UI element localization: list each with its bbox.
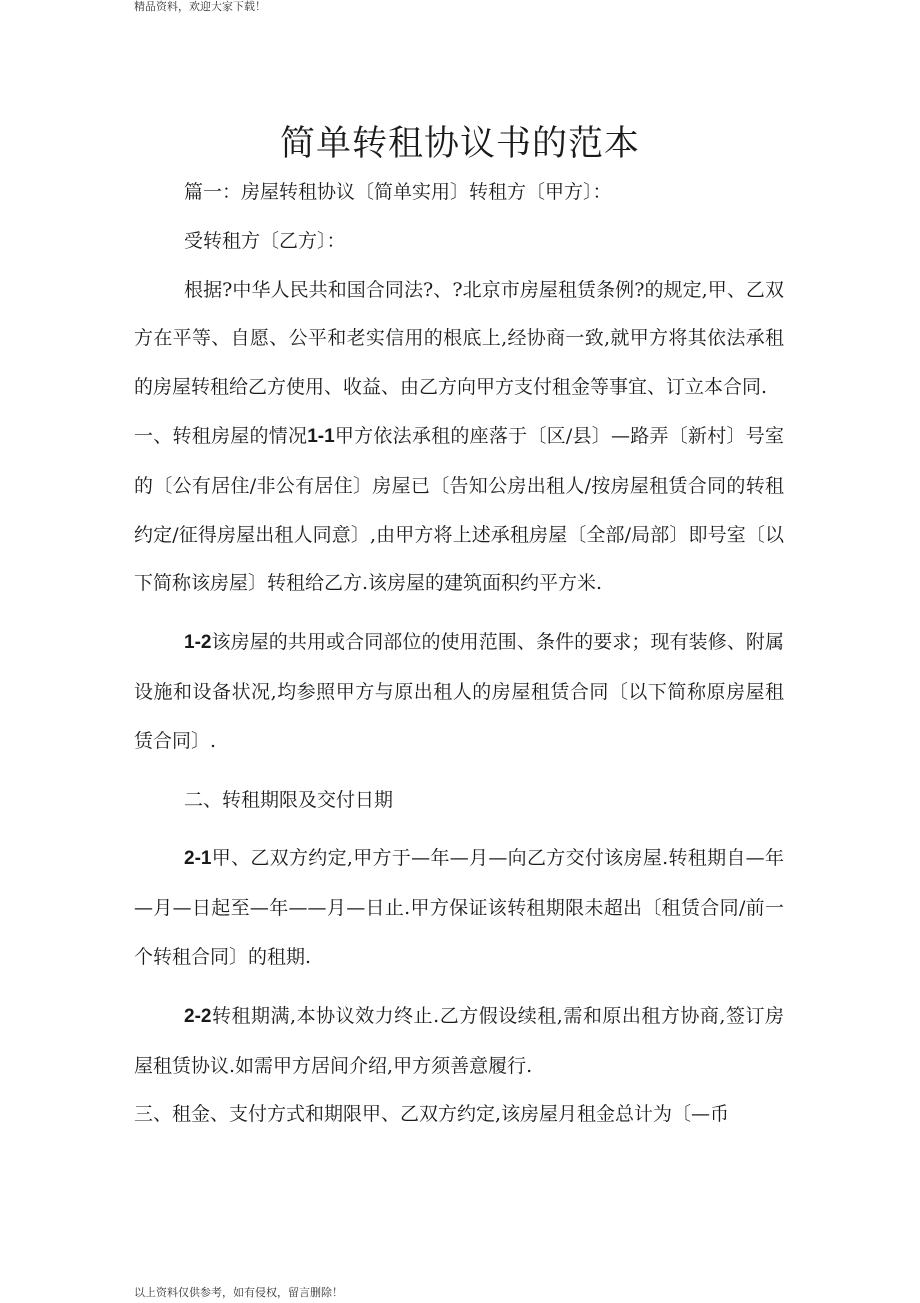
document-body xyxy=(134,168,784,1139)
paragraph-section-3: 三、租金、支付方式和期限甲、乙双方约定,该房屋月租金总计为〔—币 xyxy=(134,1103,730,1126)
paragraph-section-1 xyxy=(134,412,784,608)
paragraph-intro-parties: 篇一：房屋转租协议〔简单实用〕转租方〔甲方〕： xyxy=(184,181,612,203)
paragraph-clause-2-2 xyxy=(134,992,784,1091)
clause-number-1-1: 1-1 xyxy=(307,425,335,447)
section-1-heading: 一、转租房屋的情况 xyxy=(134,424,308,447)
page-header: 精品资料，欢迎大家下载！ xyxy=(134,0,266,13)
clause-1-2-text: 该房屋的共用或合同部位的使用范围、条件的要求；现有装修、附属设施和设备状况,均参照甲方与原出租人的房屋租赁合同〔以下简称原房屋租赁合同〕. xyxy=(134,631,784,752)
clause-2-2-text: 转租期满,本协议效力终止.乙方假设续租,需和原出租方协商,签订房屋租赁协议.如需甲方居间介绍,甲方须善意履行. xyxy=(134,1004,784,1077)
document-title: 简单转租协议书的范本 xyxy=(279,124,640,164)
page-footer: 以上资料仅供参考，如有侵权，留言删除！ xyxy=(134,1286,343,1299)
clause-1-1-text: 甲方依法承租的座落于〔区/县〕—路弄〔新村〕号室的〔公有居住/非公有居住〕房屋已〔告知公房出租人/按房屋租赁合同的转租约定/征得房屋出租人同意〕,由甲方将上述承租房屋〔全部/局部〕即号室〔以下简称该房屋〕转租给乙方.该房屋的建筑面积约平方米. xyxy=(134,424,784,595)
paragraph-legal-basis: 根据?中华人民共和国合同法?、?北京市房屋租赁条例?的规定,甲、乙双方在平等、自愿、公平和老实信用的根底上,经协商一致,就甲方将其依法承租的房屋转租给乙方使用、收益、由乙方向甲方支付租金等事宜、订立本合同. xyxy=(134,278,784,399)
clause-number-1-2: 1-2 xyxy=(184,632,212,654)
paragraph-clause-1-2 xyxy=(134,618,784,765)
clause-number-2-2: 2-2 xyxy=(184,1005,212,1027)
paragraph-section-2-heading: 二、转租期限及交付日期 xyxy=(184,788,394,811)
paragraph-sublessee: 受转租方〔乙方〕： xyxy=(184,229,346,252)
clause-2-1-text: 甲、乙双方约定,甲方于—年—月—向乙方交付该房屋.转租期自—年—月—日起至—年——月—日止.甲方保证该转租期限未超出〔租赁合同/前一个转租合同〕的租期. xyxy=(134,847,784,968)
clause-number-2-1: 2-1 xyxy=(184,848,212,870)
paragraph-clause-2-1 xyxy=(134,834,784,981)
